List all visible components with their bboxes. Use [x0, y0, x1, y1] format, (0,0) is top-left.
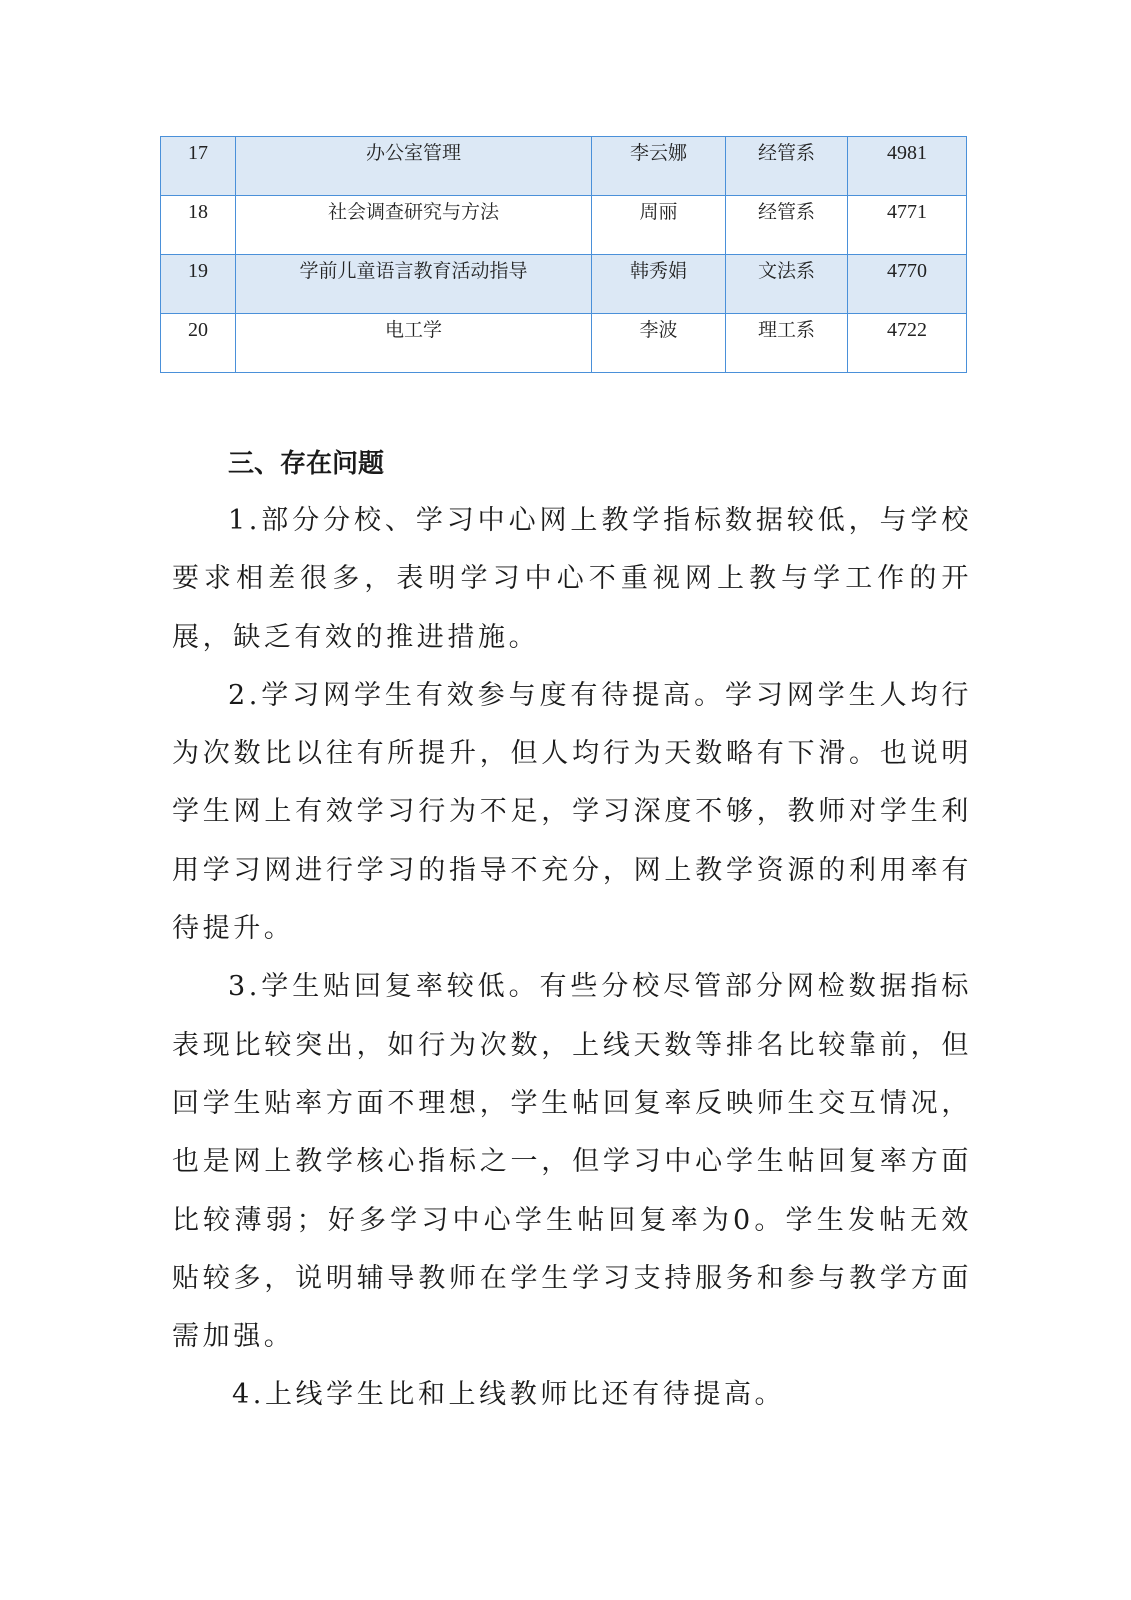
- table-row: [161, 255, 967, 314]
- department: 文法系: [726, 255, 848, 314]
- course-name: 电工学: [236, 314, 592, 373]
- course-name: 社会调查研究与方法: [236, 196, 592, 255]
- table-row: [161, 196, 967, 255]
- department: 理工系: [726, 314, 848, 373]
- problem-paragraph-3: 3.学生贴回复率较低。有些分校尽管部分网检数据指标表现比较突出，如行为次数，上线天数等排名比较靠前，但回学生贴率方面不理想，学生帖回复率反映师生交互情况，也是网上教学核心指标之一，但学习中心学生帖回复率方面比较薄弱；好多学习中心学生帖回复率为0。学生发帖无效贴较多，说明辅导教师在学生学习支持服务和参与教学方面需加强。: [172, 971, 972, 1353]
- section-heading: 三、存在问题: [228, 449, 385, 479]
- activity-count: 4770: [848, 255, 967, 314]
- section-body: [172, 492, 972, 1425]
- teacher-name: 李波: [592, 314, 726, 373]
- course-name: 办公室管理: [236, 137, 592, 196]
- row-number: 17: [161, 137, 236, 196]
- row-number: 19: [161, 255, 236, 314]
- table-row: [161, 137, 967, 196]
- department: 经管系: [726, 137, 848, 196]
- teacher-name: 韩秀娟: [592, 255, 726, 314]
- activity-count: 4981: [848, 137, 967, 196]
- activity-count: 4771: [848, 196, 967, 255]
- course-name: 学前儿童语言教育活动指导: [236, 255, 592, 314]
- table-row: [161, 314, 967, 373]
- department: 经管系: [726, 196, 848, 255]
- problem-paragraph-1: 1.部分分校、学习中心网上教学指标数据较低，与学校要求相差很多，表明学习中心不重视网上教与学工作的开展，缺乏有效的推进措施。: [172, 505, 972, 653]
- activity-count: 4722: [848, 314, 967, 373]
- row-number: 20: [161, 314, 236, 373]
- course-ranking-table: [160, 136, 967, 373]
- teacher-name: 周丽: [592, 196, 726, 255]
- problem-paragraph-4: 4.上线学生比和上线教师比还有待提高。: [232, 1379, 786, 1411]
- problem-paragraph-2: 2.学习网学生有效参与度有待提高。学习网学生人均行为次数比以往有所提升，但人均行为天数略有下滑。也说明学生网上有效学习行为不足，学习深度不够，教师对学生利用学习网进行学习的指导不充分，网上教学资源的利用率有待提升。: [172, 679, 972, 945]
- row-number: 18: [161, 196, 236, 255]
- teacher-name: 李云娜: [592, 137, 726, 196]
